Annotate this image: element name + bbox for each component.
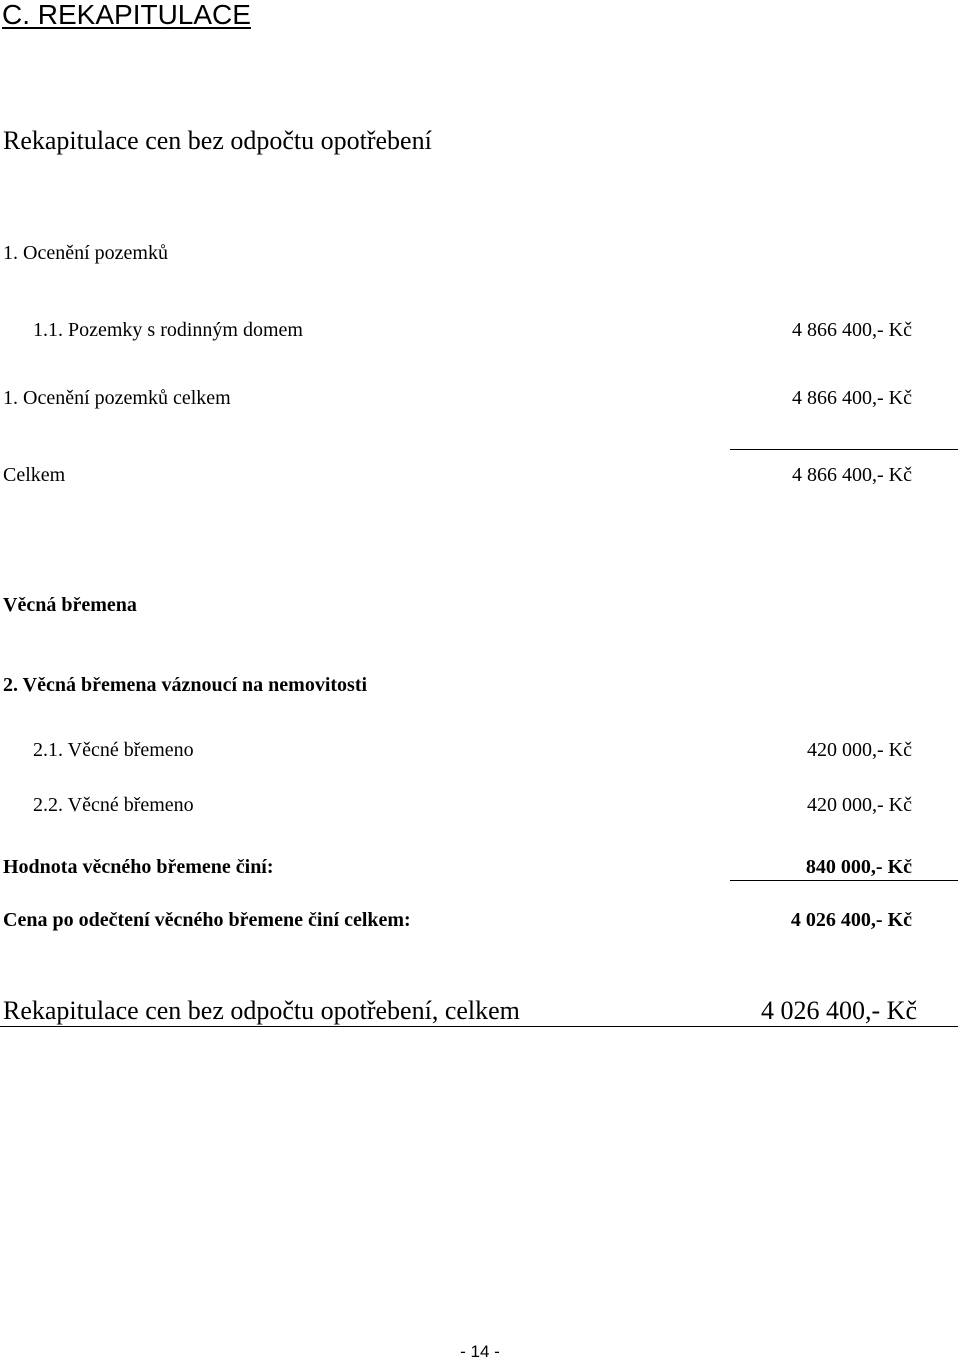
final-total-value: 4 026 400,- Kč [761, 996, 917, 1025]
section-title: C. REKAPITULACE [2, 0, 251, 30]
celkem-value: 4 866 400,- Kč [792, 464, 912, 486]
price-after-easement-label: Cena po odečtení věcného břemene činí celkem: [3, 909, 411, 931]
item-label-1-1: 1.1. Pozemky s rodinným domem [33, 319, 303, 341]
price-after-easement-value: 4 026 400,- Kč [790, 909, 912, 931]
group-heading-pozemky: 1. Ocenění pozemků [3, 242, 168, 264]
easement-value-label: Hodnota věcného břemene činí: [3, 856, 274, 878]
item-value-1-1: 4 866 400,- Kč [792, 319, 912, 341]
easement-value-total: 840 000,- Kč [805, 856, 912, 878]
final-total-label: Rekapitulace cen bez odpočtu opotřebení, celkem [3, 996, 520, 1025]
easement-rule-line [730, 880, 958, 881]
easements-heading: Věcná břemena [3, 594, 137, 616]
easement-label-2-2: 2.2. Věcné břemeno [33, 794, 194, 816]
sum-rule-line [730, 449, 958, 450]
page-number: - 14 - [460, 1342, 500, 1361]
main-heading: Rekapitulace cen bez odpočtu opotřebení [3, 126, 432, 155]
easement-value-2-1: 420 000,- Kč [807, 739, 912, 761]
easements-subheading: 2. Věcná břemena váznoucí na nemovitosti [3, 674, 368, 696]
group-total-label: 1. Ocenění pozemků celkem [3, 387, 231, 409]
easement-value-2-2: 420 000,- Kč [807, 794, 912, 816]
celkem-label: Celkem [3, 464, 66, 486]
easement-label-2-1: 2.1. Věcné břemeno [33, 739, 194, 761]
group-total-value: 4 866 400,- Kč [792, 387, 912, 409]
final-rule-line [0, 1026, 958, 1027]
